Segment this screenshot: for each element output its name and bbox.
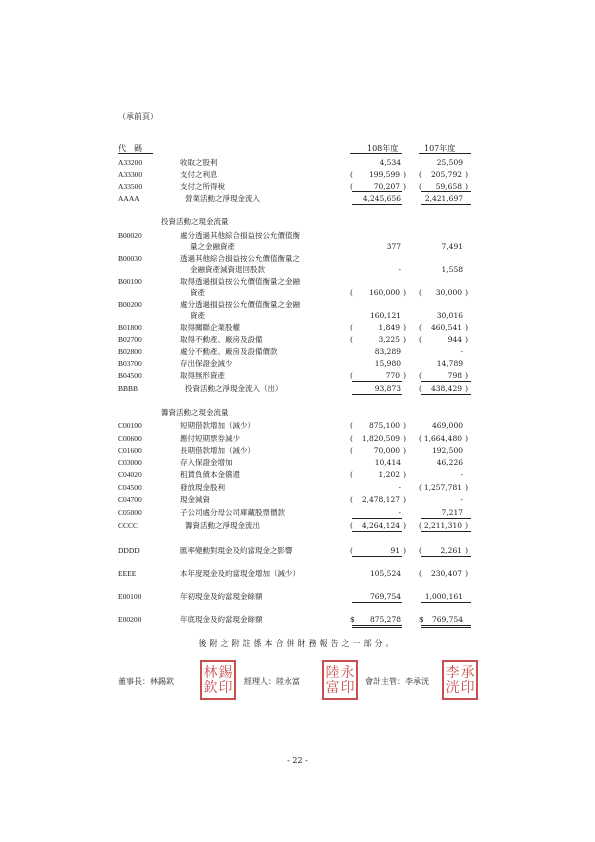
header-code-rule: [118, 153, 153, 154]
row-code: B00020: [118, 231, 142, 240]
row-description: 應付短期票券減少: [180, 434, 240, 443]
total-rule: [352, 531, 402, 532]
row-description-continued: 量之金融資產: [190, 242, 235, 251]
row-description: 投資活動之現金流量: [161, 217, 229, 226]
row-description: 處分不動產、廠房及設備價款: [180, 347, 278, 356]
accountant-seal: [442, 660, 478, 700]
value-107-prefix: (: [419, 483, 422, 492]
value-107: 192,500: [431, 446, 463, 455]
row-description-continued: 資產: [190, 311, 205, 320]
value-108-prefix: (: [350, 323, 353, 332]
row-code: B00200: [118, 300, 142, 309]
row-code: C03000: [118, 458, 142, 467]
row-code: B03700: [118, 359, 142, 368]
value-107-prefix: (: [419, 170, 422, 179]
row-description: 營業活動之淨現金流入: [185, 194, 260, 203]
value-108: 4,534: [379, 158, 401, 167]
value-108: 160,000: [368, 288, 400, 297]
value-107-close: ): [465, 569, 468, 578]
row-description: 籌資活動之現金流量: [161, 408, 229, 417]
row-description: 支付之所得稅: [180, 182, 225, 191]
statement-row: [0, 253, 595, 274]
statement-row: [0, 193, 595, 205]
value-108: 160,121: [369, 311, 401, 320]
value-107: 798: [447, 371, 462, 380]
value-108: 875,100: [368, 421, 400, 430]
value-107: 460,541: [430, 323, 462, 332]
row-description: 本年度現金及約當現金增加（減少）: [180, 569, 300, 578]
row-description: 短期借款增加（減少）: [180, 421, 255, 430]
statement-row: [0, 322, 595, 334]
value-107: 1,664,480: [423, 434, 462, 443]
row-description: 處分透過損益按公允價值衡量之金融: [180, 300, 300, 309]
value-108: 15,980: [374, 359, 401, 368]
value-108-close: ): [403, 288, 406, 297]
value-108: 1,849: [378, 323, 400, 332]
row-code: C04020: [118, 470, 142, 479]
total-rule: [421, 556, 471, 557]
value-108-close: ): [403, 495, 406, 504]
value-107: 230,407: [430, 569, 462, 578]
value-107: 1,000,161: [424, 592, 463, 601]
statement-row: [0, 591, 595, 603]
statement-row: [0, 407, 595, 419]
value-107-prefix: (: [419, 323, 422, 332]
value-107-close: ): [465, 521, 468, 530]
footnote: 後附之附註係本合併財務報告之一部分。: [198, 639, 397, 648]
value-107-close: ): [465, 288, 468, 297]
value-107: 2,261: [440, 546, 462, 555]
statement-row: [0, 568, 595, 580]
value-107: 469,000: [431, 421, 463, 430]
total-rule: [352, 556, 402, 557]
value-108-prefix: (: [350, 170, 353, 179]
accountant-label: 會計主管：李承洸: [365, 677, 429, 686]
value-108-close: ): [403, 371, 406, 380]
statement-row: [0, 358, 595, 370]
value-107-prefix: (: [419, 288, 422, 297]
seal-character: 印: [340, 679, 355, 696]
value-107-close: ): [465, 335, 468, 344]
value-108: -: [398, 265, 401, 274]
row-description: 取得關聯企業股權: [180, 323, 240, 332]
value-107-close: ): [465, 434, 468, 443]
value-108: 10,414: [374, 458, 401, 467]
value-108: 377: [386, 242, 401, 251]
header-code: 代 碼: [118, 144, 142, 153]
row-code: C04500: [118, 483, 142, 492]
value-108-close: ): [403, 434, 406, 443]
row-code: AAAA: [118, 194, 140, 203]
value-108-close: ): [403, 446, 406, 455]
value-108-prefix: (: [350, 446, 353, 455]
value-108: 1,202: [378, 470, 400, 479]
value-108-prefix: (: [350, 421, 353, 430]
statement-row: [0, 482, 595, 494]
row-code: C00600: [118, 434, 142, 443]
row-code: A33300: [118, 170, 143, 179]
value-108: 91: [390, 546, 400, 555]
value-107: 7,217: [441, 508, 463, 517]
statement-row: [0, 445, 595, 457]
statement-row: [0, 457, 595, 469]
value-107-close: ): [465, 371, 468, 380]
value-107: 1,558: [441, 265, 463, 274]
value-108-close: ): [403, 421, 406, 430]
row-code: C04700: [118, 495, 142, 504]
value-107: 7,491: [441, 242, 463, 251]
seal-character: 印: [460, 679, 475, 696]
total-rule: [352, 394, 402, 395]
value-108: 4,264,124: [361, 521, 400, 530]
statement-row: [0, 494, 595, 506]
header-year2-rule: [419, 153, 471, 154]
value-107-prefix: (: [419, 384, 422, 393]
value-107-prefix: (: [419, 371, 422, 380]
header-year-107: 107年度: [424, 144, 456, 153]
total-rule: [421, 381, 471, 382]
chairman-label: 董事長：林錫欽: [118, 677, 174, 686]
value-108: 105,524: [369, 569, 401, 578]
value-108: 70,000: [373, 446, 400, 455]
row-description: 處分透過其他綜合損益按公允價值衡: [180, 231, 300, 240]
value-108-close: ): [403, 546, 406, 555]
value-107-prefix: (: [419, 182, 422, 191]
statement-row: [0, 230, 595, 251]
value-108-close: ): [403, 323, 406, 332]
seal-character: 欽: [203, 679, 218, 696]
manager-seal: [322, 660, 358, 700]
value-107: 25,509: [436, 158, 463, 167]
statement-row: [0, 181, 595, 193]
value-107-close: ): [465, 323, 468, 332]
row-code: B00030: [118, 254, 142, 263]
row-code: BBBB: [118, 384, 139, 393]
value-108: 2,478,127: [361, 495, 400, 504]
value-108-prefix: (: [350, 434, 353, 443]
statement-row: [0, 420, 595, 432]
total-rule: [421, 531, 471, 532]
value-108: 769,754: [369, 592, 401, 601]
total-rule: [421, 518, 471, 519]
statement-row: [0, 545, 595, 557]
seal-character: 陸: [325, 664, 340, 681]
total-rule: [352, 381, 402, 382]
seal-character: 林: [203, 664, 218, 681]
row-description: 支付之利息: [180, 170, 218, 179]
row-code: A33200: [118, 158, 143, 167]
value-107: 59,658: [435, 182, 462, 191]
statement-row: [0, 334, 595, 346]
value-107: 438,429: [430, 384, 462, 393]
statement-row: [0, 383, 595, 395]
row-description-continued: 金融資產減資退回股款: [190, 265, 265, 274]
statement-row: [0, 614, 595, 626]
value-107: 205,792: [430, 170, 462, 179]
value-108-prefix: (: [350, 521, 353, 530]
page-number: - 22 -: [287, 756, 308, 765]
statement-row: [0, 346, 595, 358]
row-description: 現金減資: [180, 495, 210, 504]
row-code: EEEE: [118, 569, 137, 578]
manager-label: 經理人：陸永富: [244, 677, 300, 686]
row-code: B00100: [118, 277, 142, 286]
value-108-prefix: $: [350, 615, 355, 624]
statement-row: [0, 370, 595, 382]
row-description: 籌資活動之淨現金流出: [185, 521, 260, 530]
total-rule: [352, 204, 402, 205]
total-rule: [421, 602, 471, 603]
total-rule: [352, 518, 402, 519]
value-108-prefix: (: [350, 495, 353, 504]
total-rule: [352, 625, 402, 628]
statement-row: [0, 433, 595, 445]
value-108-close: ): [403, 470, 406, 479]
statement-row: [0, 276, 595, 297]
row-description: 長期借款增加（減少）: [180, 446, 255, 455]
value-107: 944: [447, 335, 462, 344]
value-107-close: ): [465, 483, 468, 492]
value-108: -: [398, 483, 401, 492]
statement-row: [0, 469, 595, 481]
row-code: B02700: [118, 335, 142, 344]
row-code: CCCC: [118, 521, 139, 530]
value-108-prefix: (: [350, 182, 353, 191]
value-108-prefix: (: [350, 371, 353, 380]
row-code: C00100: [118, 421, 142, 430]
total-rule: [421, 625, 471, 628]
value-108-close: ): [403, 335, 406, 344]
value-107: 30,016: [436, 311, 463, 320]
row-description: 年底現金及約當現金餘額: [180, 615, 263, 624]
continued-note: （承前頁）: [118, 112, 158, 121]
total-rule: [421, 191, 471, 192]
row-description: 年初現金及約當現金餘額: [180, 592, 263, 601]
row-description: 匯率變動對現金及約當現金之影響: [180, 546, 293, 555]
value-108: 3,225: [378, 335, 400, 344]
row-description: 取得無形資產: [180, 371, 225, 380]
row-code: C01600: [118, 446, 142, 455]
value-107-prefix: (: [419, 521, 422, 530]
row-description: 存入保證金增加: [180, 458, 233, 467]
row-description: 收取之股利: [180, 158, 218, 167]
seal-character: 富: [325, 679, 340, 696]
value-107: 2,211,310: [423, 521, 462, 530]
row-code: E00200: [118, 615, 142, 624]
value-108-close: ): [403, 521, 406, 530]
value-107-prefix: (: [419, 335, 422, 344]
header-year-108: 108年度: [367, 144, 399, 153]
value-108-prefix: (: [350, 288, 353, 297]
value-107-prefix: (: [419, 434, 422, 443]
value-107-prefix: $: [419, 615, 424, 624]
row-code: DDDD: [118, 546, 140, 555]
value-108-prefix: (: [350, 335, 353, 344]
seal-character: 永: [340, 664, 355, 681]
seal-character: 李: [445, 664, 460, 681]
header-year1-rule: [350, 153, 402, 154]
value-107-prefix: (: [419, 569, 422, 578]
row-description: 取得不動產、廠房及設備: [180, 335, 263, 344]
row-code: E00100: [118, 592, 142, 601]
value-108-prefix: (: [350, 546, 353, 555]
seal-character: 印: [218, 679, 233, 696]
statement-row: [0, 299, 595, 320]
row-description: 投資活動之淨現金流入（出）: [185, 384, 283, 393]
row-code: B04500: [118, 371, 142, 380]
total-rule: [421, 394, 471, 395]
value-107-close: ): [465, 170, 468, 179]
value-108: 1,820,509: [361, 434, 400, 443]
value-108: 93,873: [374, 384, 401, 393]
row-description: 租賃負債本金償還: [180, 470, 240, 479]
value-108: 770: [385, 371, 400, 380]
row-description: 子公司處分母公司庫藏股票價款: [180, 508, 285, 517]
row-description: 透過其他綜合損益按公允價值衡量之: [180, 254, 300, 263]
value-108: -: [398, 508, 401, 517]
value-108: 875,278: [369, 615, 401, 624]
row-code: C05000: [118, 508, 142, 517]
statement-row: [0, 157, 595, 169]
row-description-continued: 資產: [190, 288, 205, 297]
statement-row: [0, 169, 595, 181]
row-code: B01800: [118, 323, 142, 332]
statement-row: [0, 520, 595, 532]
value-107: -: [460, 347, 463, 356]
seal-character: 洸: [445, 679, 460, 696]
row-description: 存出保證金減少: [180, 359, 233, 368]
value-108-close: ): [403, 170, 406, 179]
value-108: 4,245,656: [362, 194, 401, 203]
value-108: 70,207: [373, 182, 400, 191]
value-107-prefix: (: [419, 546, 422, 555]
row-description: 發放現金股利: [180, 483, 225, 492]
seal-character: 錫: [218, 664, 233, 681]
statement-row: [0, 507, 595, 519]
value-107: 14,789: [436, 359, 463, 368]
total-rule: [352, 602, 402, 603]
value-108-prefix: (: [350, 470, 353, 479]
value-107: 769,754: [431, 615, 463, 624]
value-107: 30,000: [435, 288, 462, 297]
value-107: -: [460, 470, 463, 479]
chairman-seal: [200, 660, 236, 700]
value-107: 46,226: [436, 458, 463, 467]
value-107-close: ): [465, 182, 468, 191]
value-107: -: [460, 495, 463, 504]
row-code: B02800: [118, 347, 142, 356]
value-107: 2,421,697: [424, 194, 463, 203]
value-108: 199,599: [368, 170, 400, 179]
value-107-close: ): [465, 546, 468, 555]
total-rule: [352, 191, 402, 192]
total-rule: [421, 204, 471, 205]
row-code: A33500: [118, 182, 143, 191]
value-108-close: ): [403, 182, 406, 191]
value-108: 83,289: [374, 347, 401, 356]
value-107-close: ): [465, 384, 468, 393]
value-107: 1,257,781: [423, 483, 462, 492]
row-description: 取得透過損益按公允價值衡量之金融: [180, 277, 300, 286]
statement-row: [0, 216, 595, 228]
seal-character: 承: [460, 664, 475, 681]
